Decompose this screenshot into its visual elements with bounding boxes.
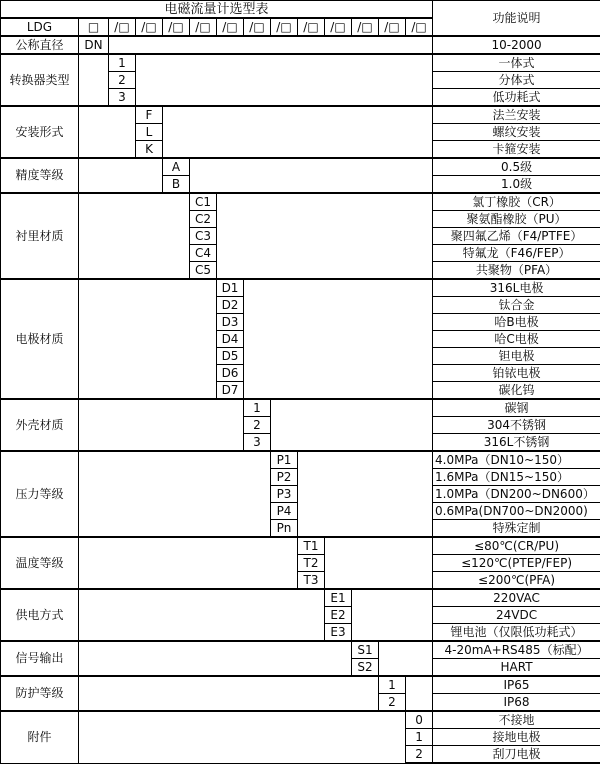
desc-cell: 法兰安装 [433, 106, 600, 124]
code-cell: 3 [244, 434, 271, 452]
spacer-cell [352, 589, 433, 641]
section-label-liner-material: 衬里材质 [1, 193, 79, 279]
desc-cell: IP65 [433, 676, 600, 694]
model-code-slot: /□ [244, 18, 271, 36]
spacer-cell [190, 158, 433, 193]
code-cell: K [136, 141, 163, 159]
section-label-electrode-material: 电极材质 [1, 279, 79, 399]
code-cell: A [163, 158, 190, 176]
code-cell: 1 [244, 399, 271, 417]
desc-cell: 304不锈钢 [433, 417, 600, 434]
section-label-signal-output: 信号输出 [1, 641, 79, 676]
section-label-converter-type: 转换器类型 [1, 54, 79, 106]
section-label-accuracy-class: 精度等级 [1, 158, 79, 193]
desc-cell: 钽电极 [433, 348, 600, 365]
model-code-prefix: LDG [1, 18, 79, 36]
desc-cell: 一体式 [433, 54, 600, 72]
desc-cell: 4.0MPa（DN10~150） [433, 451, 600, 469]
desc-cell: 聚氨酯橡胶（PU） [433, 211, 600, 228]
code-cell: 2 [244, 417, 271, 434]
desc-cell: ≤200℃(PFA) [433, 572, 600, 590]
spacer-cell [136, 54, 433, 106]
code-cell: C5 [190, 262, 217, 280]
spacer-cell [109, 36, 433, 54]
desc-cell: 聚四氟乙烯（F4/PTFE） [433, 228, 600, 245]
code-cell: 1 [109, 54, 136, 72]
desc-cell: 卡箍安装 [433, 141, 600, 159]
section-label-power-supply: 供电方式 [1, 589, 79, 641]
section-row [1, 589, 600, 607]
section-label-installation-type: 安装形式 [1, 106, 79, 158]
code-cell: C1 [190, 193, 217, 211]
desc-cell: 1.6MPa（DN15~150） [433, 469, 600, 486]
section-row [1, 641, 600, 659]
spacer-cell [79, 279, 217, 399]
model-code-slot: /□ [109, 18, 136, 36]
desc-cell: 接地电极 [433, 729, 600, 746]
code-cell: S1 [352, 641, 379, 659]
code-cell: F [136, 106, 163, 124]
model-code-slot: /□ [136, 18, 163, 36]
section-label-pressure-class: 压力等级 [1, 451, 79, 537]
code-cell: T2 [298, 555, 325, 572]
desc-cell: 10-2000 [433, 36, 600, 54]
desc-cell: IP68 [433, 694, 600, 712]
section-row [1, 279, 600, 297]
desc-cell: 铂铱电极 [433, 365, 600, 382]
code-cell: T3 [298, 572, 325, 590]
spacer-cell [163, 106, 433, 158]
model-code-slot: /□ [406, 18, 433, 36]
code-cell: P1 [271, 451, 298, 469]
spacer-cell [79, 451, 271, 537]
section-row [1, 676, 600, 694]
section-row [1, 451, 600, 469]
code-cell: D6 [217, 365, 244, 382]
code-cell: L [136, 124, 163, 141]
code-cell: 2 [406, 746, 433, 764]
code-cell: 1 [379, 676, 406, 694]
spacer-cell [379, 641, 433, 676]
code-cell: D2 [217, 297, 244, 314]
desc-cell: ≤120℃(PTEP/FEP) [433, 555, 600, 572]
spacer-cell [79, 589, 325, 641]
spacer-cell [79, 399, 244, 451]
code-cell: P2 [271, 469, 298, 486]
desc-cell: 钛合金 [433, 297, 600, 314]
code-cell: Pn [271, 520, 298, 538]
code-cell: D3 [217, 314, 244, 331]
spacer-cell [79, 106, 136, 158]
spacer-cell [79, 711, 406, 763]
spacer-cell [325, 537, 433, 589]
code-cell: C4 [190, 245, 217, 262]
spacer-cell [79, 54, 109, 106]
spacer-cell [217, 193, 433, 279]
desc-cell: 刮刀电极 [433, 746, 600, 764]
desc-cell: 特殊定制 [433, 520, 600, 538]
model-code-base-slot: □ [79, 18, 109, 36]
code-cell: T1 [298, 537, 325, 555]
desc-cell: 碳化钨 [433, 382, 600, 400]
spacer-cell [406, 676, 433, 711]
section-label-temperature-class: 温度等级 [1, 537, 79, 589]
code-cell: C2 [190, 211, 217, 228]
section-row [1, 711, 600, 729]
section-label-protection-class: 防护等级 [1, 676, 79, 711]
model-code-slot: /□ [271, 18, 298, 36]
code-cell: D4 [217, 331, 244, 348]
spacer-cell [79, 537, 298, 589]
code-cell: 1 [406, 729, 433, 746]
section-row [1, 193, 600, 211]
model-code-slot: /□ [298, 18, 325, 36]
function-desc-header: 功能说明 [433, 1, 600, 37]
section-label-nominal-diameter: 公称直径 [1, 36, 79, 54]
code-cell: 2 [109, 72, 136, 89]
code-cell: D1 [217, 279, 244, 297]
code-cell: C3 [190, 228, 217, 245]
spacer-cell [244, 279, 433, 399]
code-cell: D5 [217, 348, 244, 365]
spacer-cell [79, 676, 379, 711]
section-row [1, 537, 600, 555]
model-code-slot: /□ [325, 18, 352, 36]
desc-cell: 220VAC [433, 589, 600, 607]
section-row [1, 36, 600, 54]
desc-cell: 螺纹安装 [433, 124, 600, 141]
spacer-cell [298, 451, 433, 537]
desc-cell: 不接地 [433, 711, 600, 729]
desc-cell: 共聚物（PFA） [433, 262, 600, 280]
table-title: 电磁流量计选型表 [1, 1, 433, 19]
desc-cell: 1.0级 [433, 176, 600, 194]
desc-cell: 1.0MPa（DN200~DN600） [433, 486, 600, 503]
spacer-cell [79, 193, 190, 279]
code-cell: S2 [352, 659, 379, 677]
model-code-slot: /□ [352, 18, 379, 36]
desc-cell: 氯丁橡胶（CR） [433, 193, 600, 211]
title-row [1, 1, 600, 19]
desc-cell: 0.5级 [433, 158, 600, 176]
code-cell: B [163, 176, 190, 194]
code-cell: 3 [109, 89, 136, 107]
desc-cell: 低功耗式 [433, 89, 600, 107]
desc-cell: 316L电极 [433, 279, 600, 297]
code-cell: E1 [325, 589, 352, 607]
spacer-cell [79, 158, 163, 193]
model-code-slot: /□ [217, 18, 244, 36]
section-label-housing-material: 外壳材质 [1, 399, 79, 451]
model-code-slot: /□ [379, 18, 406, 36]
section-row [1, 399, 600, 417]
desc-cell: ≤80℃(CR/PU) [433, 537, 600, 555]
code-cell: P4 [271, 503, 298, 520]
section-row [1, 54, 600, 72]
desc-cell: 0.6MPa(DN700~DN2000) [433, 503, 600, 520]
spacer-cell [271, 399, 433, 451]
desc-cell: 哈C电极 [433, 331, 600, 348]
section-row [1, 158, 600, 176]
model-code-slot: /□ [190, 18, 217, 36]
code-cell: E3 [325, 624, 352, 642]
desc-cell: 哈B电极 [433, 314, 600, 331]
code-cell: P3 [271, 486, 298, 503]
desc-cell: 分体式 [433, 72, 600, 89]
section-label-accessory: 附件 [1, 711, 79, 763]
desc-cell: 碳钢 [433, 399, 600, 417]
code-cell: 2 [379, 694, 406, 712]
desc-cell: 锂电池（仅限低功耗式） [433, 624, 600, 642]
desc-cell: 316L不锈钢 [433, 434, 600, 452]
code-cell: DN [79, 36, 109, 54]
desc-cell: HART [433, 659, 600, 677]
code-cell: 0 [406, 711, 433, 729]
code-cell: E2 [325, 607, 352, 624]
desc-cell: 24VDC [433, 607, 600, 624]
model-code-slot: /□ [163, 18, 190, 36]
spacer-cell [79, 641, 352, 676]
desc-cell: 4-20mA+RS485（标配） [433, 641, 600, 659]
code-cell: D7 [217, 382, 244, 400]
section-row [1, 106, 600, 124]
desc-cell: 特氟龙（F46/FEP） [433, 245, 600, 262]
